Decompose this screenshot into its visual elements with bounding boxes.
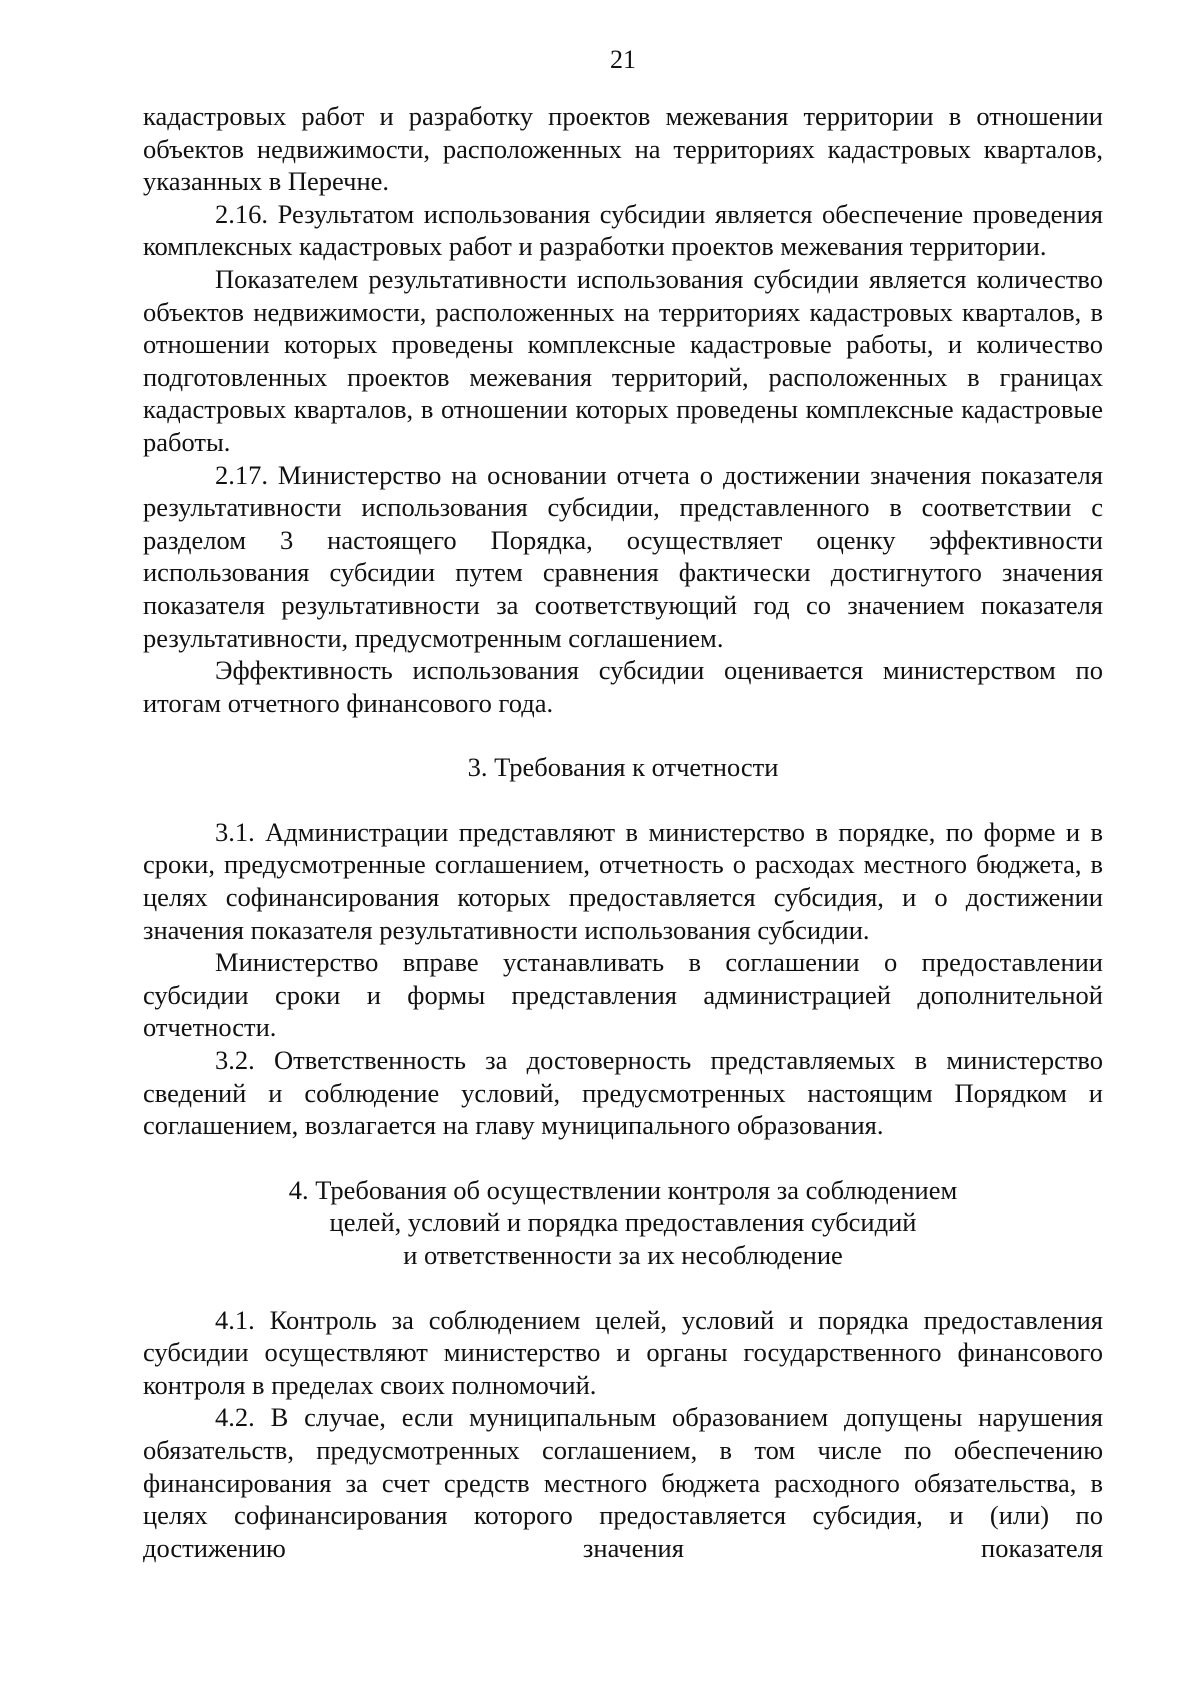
- document-body: [143, 100, 1103, 1564]
- paragraph-indicator: Показателем результативности использования субсидии является количество объектов недвижимости, расположенных на территориях кадастровых кварталов, в отношении которых проведены комплексные кадастровые работы, и количество подготовленных проектов межевания территорий, расположенных в границах кадастровых кварталов, в отношении которых проведены комплексные кадастровые работы.: [143, 263, 1103, 457]
- paragraph-efficiency: Эффективность использования субсидии оценивается министерством по итогам отчетного финансового года.: [143, 655, 1103, 718]
- section-4-heading-line-1: 4. Требования об осуществлении контроля за соблюдением: [288, 1174, 958, 1205]
- spacer: [143, 1142, 1103, 1174]
- paragraph-ministry-rights: Министерство вправе устанавливать в соглашении о предоставлении субсидии сроки и формы представления администрацией дополнительной отчетности.: [143, 947, 1103, 1043]
- paragraph-2-17: 2.17. Министерство на основании отчета о достижении значения показателя результативности использования субсидии, представленного в соответствии с разделом 3 настоящего Порядка, осуществляет оценку эффективности использования субсидии путем сравнения фактически достигнутого значения показателя результативности за соответствующий год со значением показателя результативности, предусмотренным соглашением.: [143, 459, 1103, 653]
- paragraph-4-2: 4.2. В случае, если муниципальным образованием допущены нарушения обязательств, предусмотренных соглашением, в том числе по обеспечению финансирования за счет средств местного бюджета расходного обязательства, в целях софинансирования которого предоставляется субсидия, и (или) по достижению значения показателя: [143, 1402, 1103, 1563]
- paragraph-2-16: 2.16. Результатом использования субсидии является обеспечение проведения комплексных кадастровых работ и разработки проектов межевания территории.: [143, 198, 1103, 262]
- section-3-heading: 3. Требования к отчетности: [467, 752, 779, 783]
- section-4-heading-line-3: и ответственности за их несоблюдение: [403, 1240, 843, 1270]
- spacer: [143, 784, 1103, 816]
- paragraph-3-2: 3.2. Ответственность за достоверность представляемых в министерство сведений и соблюдение условий, предусмотренных настоящим Порядком и соглашением, возлагается на главу муниципального образования.: [143, 1045, 1103, 1141]
- paragraph-4-1: 4.1. Контроль за соблюдением целей, условий и порядка предоставления субсидии осуществляют министерство и органы государственного финансового контроля в пределах своих полномочий.: [143, 1304, 1103, 1400]
- paragraph-3-1: 3.1. Администрации представляют в министерство в порядке, по форме и в сроки, предусмотренные соглашением, отчетность о расходах местного бюджета, в целях софинансирования которых предоставляется субсидия, и о достижении значения показателя результативности использования субсидии.: [143, 816, 1103, 945]
- spacer: [143, 1272, 1103, 1304]
- page-number: 21: [610, 45, 636, 74]
- spacer: [143, 719, 1103, 751]
- section-4-heading-line-2: целей, условий и порядка предоставления субсидий: [329, 1207, 917, 1238]
- paragraph-continuation: кадастровых работ и разработку проектов межевания территории в отношении объектов недвижимости, расположенных на территориях кадастровых кварталов, указанных в Перечне.: [143, 101, 1103, 197]
